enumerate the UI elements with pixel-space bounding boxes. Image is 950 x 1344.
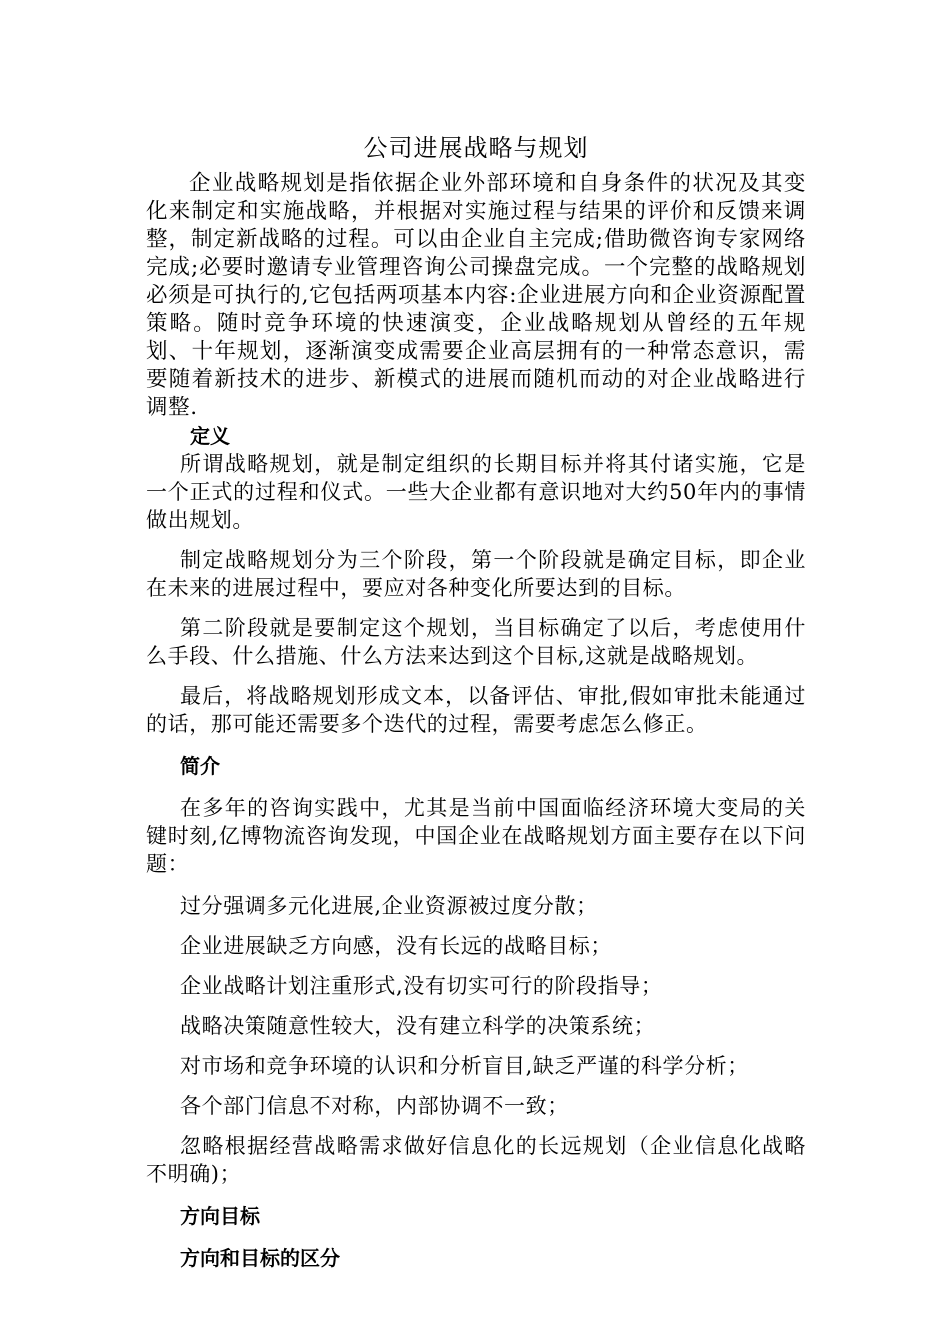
problem-item: 各个部门信息不对称，内部协调不一致； (180, 1094, 569, 1118)
intro-body-paragraph: 在多年的咨询实践中，尤其是当前中国面临经济环境大变局的关键时刻,亿博物流咨询发现，中国企业在战略规划方面主要存在以下问题： (146, 796, 806, 876)
definition-paragraph: 第二阶段就是要制定这个规划，当目标确定了以后，考虑使用什么手段、什么措施、什么方法来达到这个目标,这就是战略规划。 (146, 616, 806, 668)
intro-heading: 简介 (180, 754, 220, 778)
problem-item: 企业进展缺乏方向感，没有长远的战略目标； (180, 934, 612, 958)
direction-subheading: 方向和目标的区分 (180, 1246, 340, 1270)
definition-paragraph: 制定战略规划分为三个阶段，第一个阶段就是确定目标，即企业在未来的进展过程中，要应对各种变化所要达到的目标。 (146, 548, 806, 600)
problem-item: 对市场和竞争环境的认识和分析盲目,缺乏严谨的科学分析； (180, 1054, 749, 1078)
problem-item: 过分强调多元化进展,企业资源被过度分散； (180, 894, 598, 918)
document-page (146, 130, 806, 1272)
document-title: 公司进展战略与规划 (363, 134, 589, 162)
definition-paragraph: 所谓战略规划，就是制定组织的长期目标并将其付诸实施，它是一个正式的过程和仪式。一些大企业都有意识地对大约50年内的事情做出规划。 (146, 452, 806, 532)
definition-heading: 定义 (190, 424, 230, 448)
direction-heading: 方向目标 (180, 1204, 260, 1228)
problem-item: 战略决策随意性较大，没有建立科学的决策系统； (180, 1014, 656, 1038)
problem-item: 忽略根据经营战略需求做好信息化的长远规划（企业信息化战略不明确)； (146, 1134, 806, 1186)
definition-paragraph: 最后，将战略规划形成文本，以备评估、审批,假如审批未能通过的话，那可能还需要多个迭代的过程，需要考虑怎么修正。 (146, 684, 806, 736)
intro-paragraph: 企业战略规划是指依据企业外部环境和自身条件的状况及其变化来制定和实施战略，并根据对实施过程与结果的评价和反馈来调整，制定新战略的过程。可以由企业自主完成;借助微咨询专家网络完成;必要时邀请专业管理咨询公司操盘完成。一个完整的战略规划必须是可执行的,它包括两项基本内容:企业进展方向和企业资源配置策略。随时竞争环境的快速演变，企业战略规划从曾经的五年规划、十年规划，逐渐演变成需要企业高层拥有的一种常态意识，需要随着新技术的进步、新模式的进展而随机而动的对企业战略进行调整. (146, 171, 806, 420)
problem-item: 企业战略计划注重形式,没有切实可行的阶段指导； (180, 974, 663, 998)
